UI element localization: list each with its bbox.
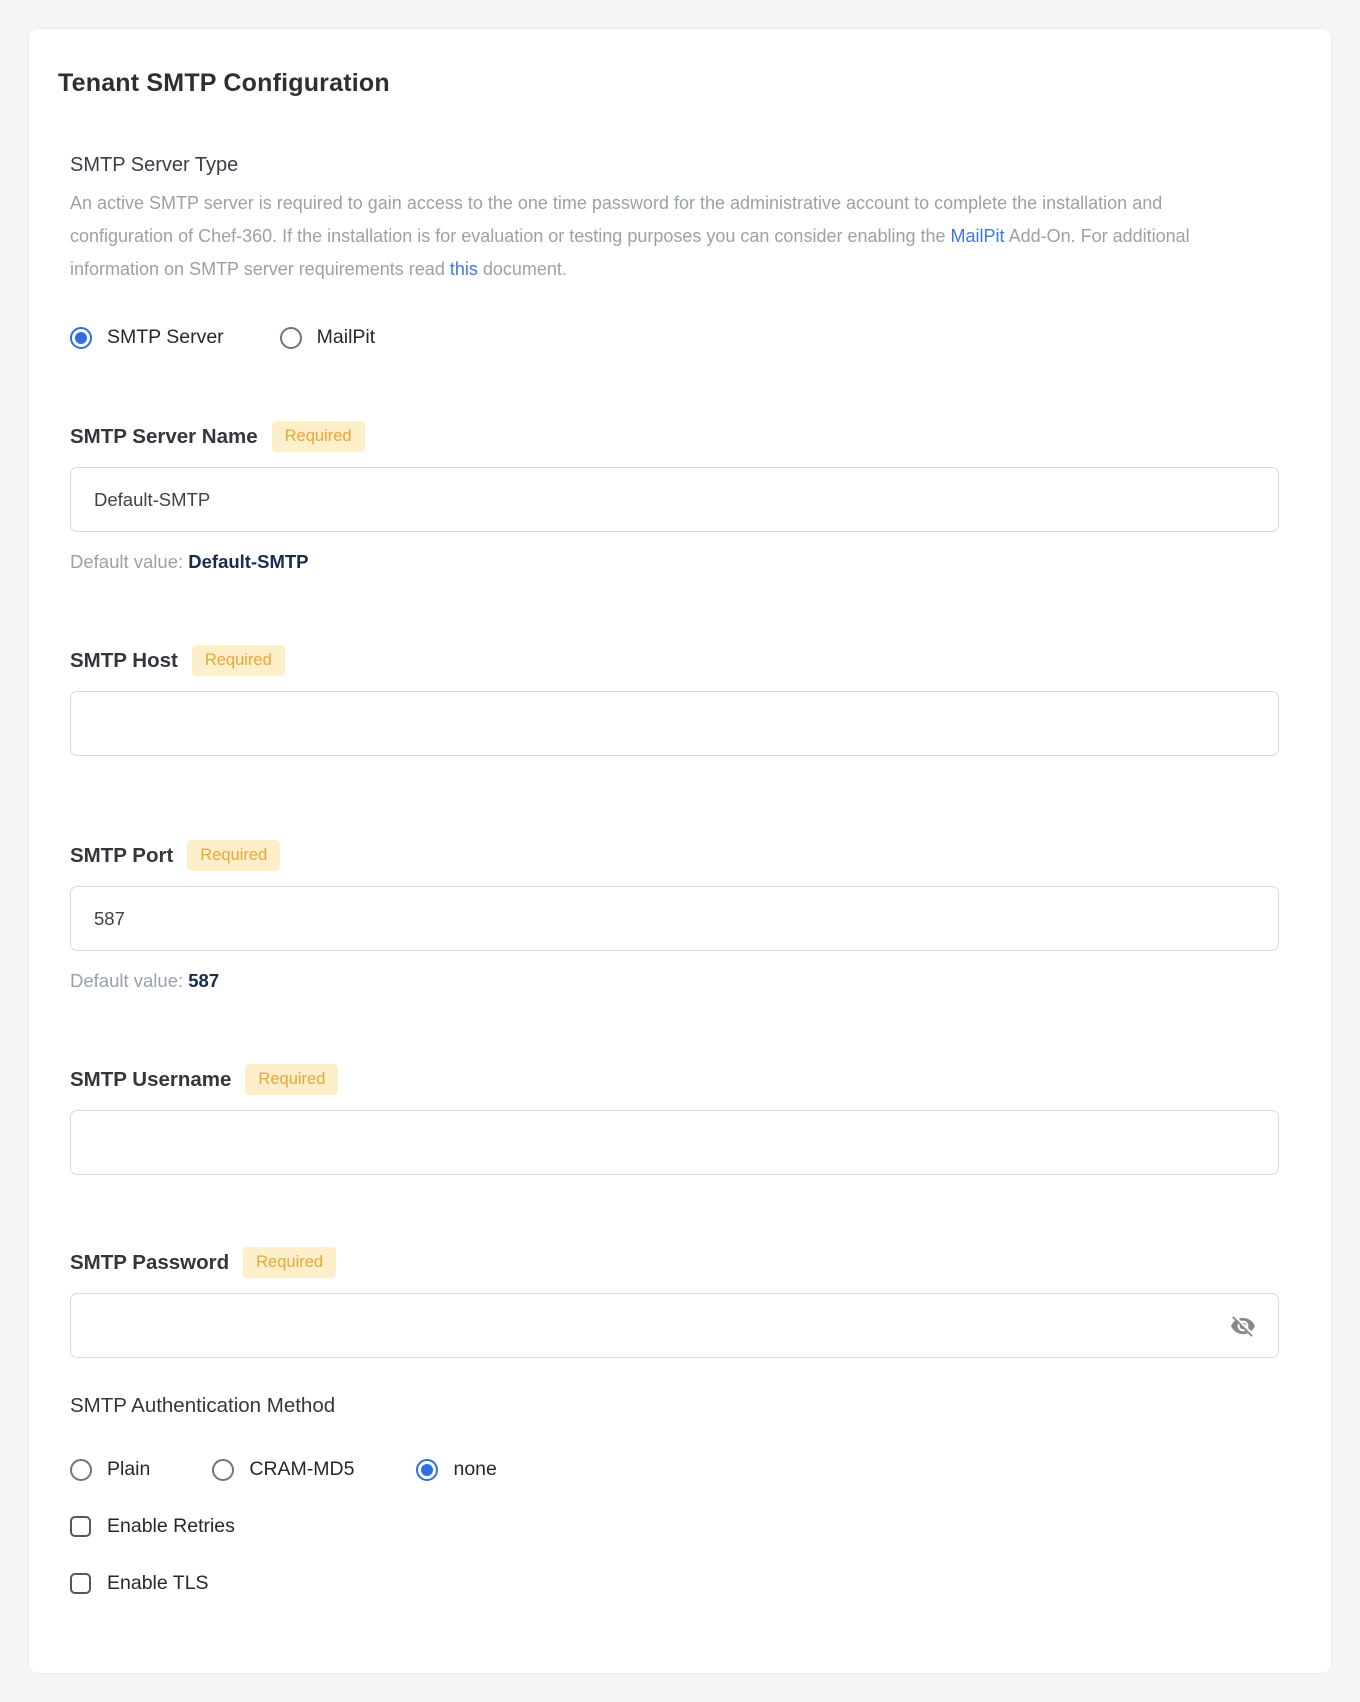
required-badge: Required <box>272 421 365 452</box>
radio-icon[interactable] <box>280 327 302 349</box>
field-smtp-port <box>70 840 1279 992</box>
smtp-port-label: SMTP Port <box>70 843 174 867</box>
radio-plain[interactable] <box>70 1458 150 1481</box>
smtp-server-name-label: SMTP Server Name <box>70 424 258 448</box>
checkbox-icon[interactable] <box>70 1573 91 1594</box>
default-value-text: 587 <box>188 970 220 991</box>
radio-smtp-server[interactable] <box>70 326 224 349</box>
page-title: Tenant SMTP Configuration <box>58 69 390 97</box>
radio-icon[interactable] <box>212 1459 234 1481</box>
radio-cram-md5-label: CRAM-MD5 <box>249 1458 355 1480</box>
required-badge: Required <box>245 1064 338 1095</box>
smtp-username-input[interactable] <box>70 1110 1279 1175</box>
required-badge: Required <box>187 840 280 871</box>
enable-tls-checkbox-row[interactable] <box>70 1572 209 1595</box>
field-smtp-server-name <box>70 421 1279 573</box>
server-type-options <box>70 326 1279 349</box>
smtp-host-input[interactable] <box>70 691 1279 756</box>
password-visibility-toggle[interactable] <box>1229 1312 1257 1340</box>
server-type-label: SMTP Server Type <box>70 154 239 176</box>
radio-none[interactable] <box>416 1458 496 1481</box>
eye-slash-icon <box>1230 1313 1256 1339</box>
auth-method-label: SMTP Authentication Method <box>70 1394 336 1417</box>
radio-mailpit[interactable] <box>280 326 376 349</box>
radio-icon[interactable] <box>70 327 92 349</box>
description-text-2: Add-On. For additional information on SMTP server requirements read <box>70 226 1190 279</box>
field-smtp-host <box>70 645 1279 756</box>
smtp-password-input[interactable] <box>70 1293 1279 1358</box>
checkbox-icon[interactable] <box>70 1516 91 1537</box>
smtp-server-name-input[interactable] <box>70 467 1279 532</box>
this-document-link[interactable]: this <box>449 259 478 279</box>
default-value-text: Default-SMTP <box>188 551 309 572</box>
radio-cram-md5[interactable] <box>212 1458 354 1481</box>
description-text-1: An active SMTP server is required to gain access to the one time password for the administrative account to complete the installation and configuration of Chef-360. If the installation is for evaluation or testing purposes you can consider enabling the <box>70 193 1163 246</box>
required-badge: Required <box>192 645 285 676</box>
radio-icon[interactable] <box>70 1459 92 1481</box>
smtp-username-label: SMTP Username <box>70 1067 232 1091</box>
enable-retries-label: Enable Retries <box>107 1515 235 1537</box>
radio-smtp-server-label: SMTP Server <box>107 326 224 348</box>
smtp-password-label: SMTP Password <box>70 1250 230 1274</box>
field-smtp-password <box>70 1247 1279 1358</box>
radio-mailpit-label: MailPit <box>316 326 376 348</box>
description-text-3: document. <box>477 259 567 279</box>
radio-plain-label: Plain <box>107 1458 151 1480</box>
required-badge: Required <box>243 1247 336 1278</box>
radio-none-label: none <box>453 1458 497 1480</box>
field-smtp-username <box>70 1064 1279 1175</box>
smtp-host-label: SMTP Host <box>70 648 178 672</box>
enable-retries-checkbox-row[interactable] <box>70 1515 235 1538</box>
auth-method-options <box>70 1458 1279 1481</box>
mailpit-link[interactable]: MailPit <box>950 226 1005 246</box>
radio-icon[interactable] <box>416 1459 438 1481</box>
server-type-description <box>70 187 1210 286</box>
smtp-port-default-hint: Default value: 587 <box>70 970 220 991</box>
smtp-config-card <box>28 28 1332 1674</box>
smtp-port-input[interactable] <box>70 886 1279 951</box>
enable-tls-label: Enable TLS <box>107 1572 209 1594</box>
smtp-server-name-default-hint: Default value: Default-SMTP <box>70 551 309 572</box>
